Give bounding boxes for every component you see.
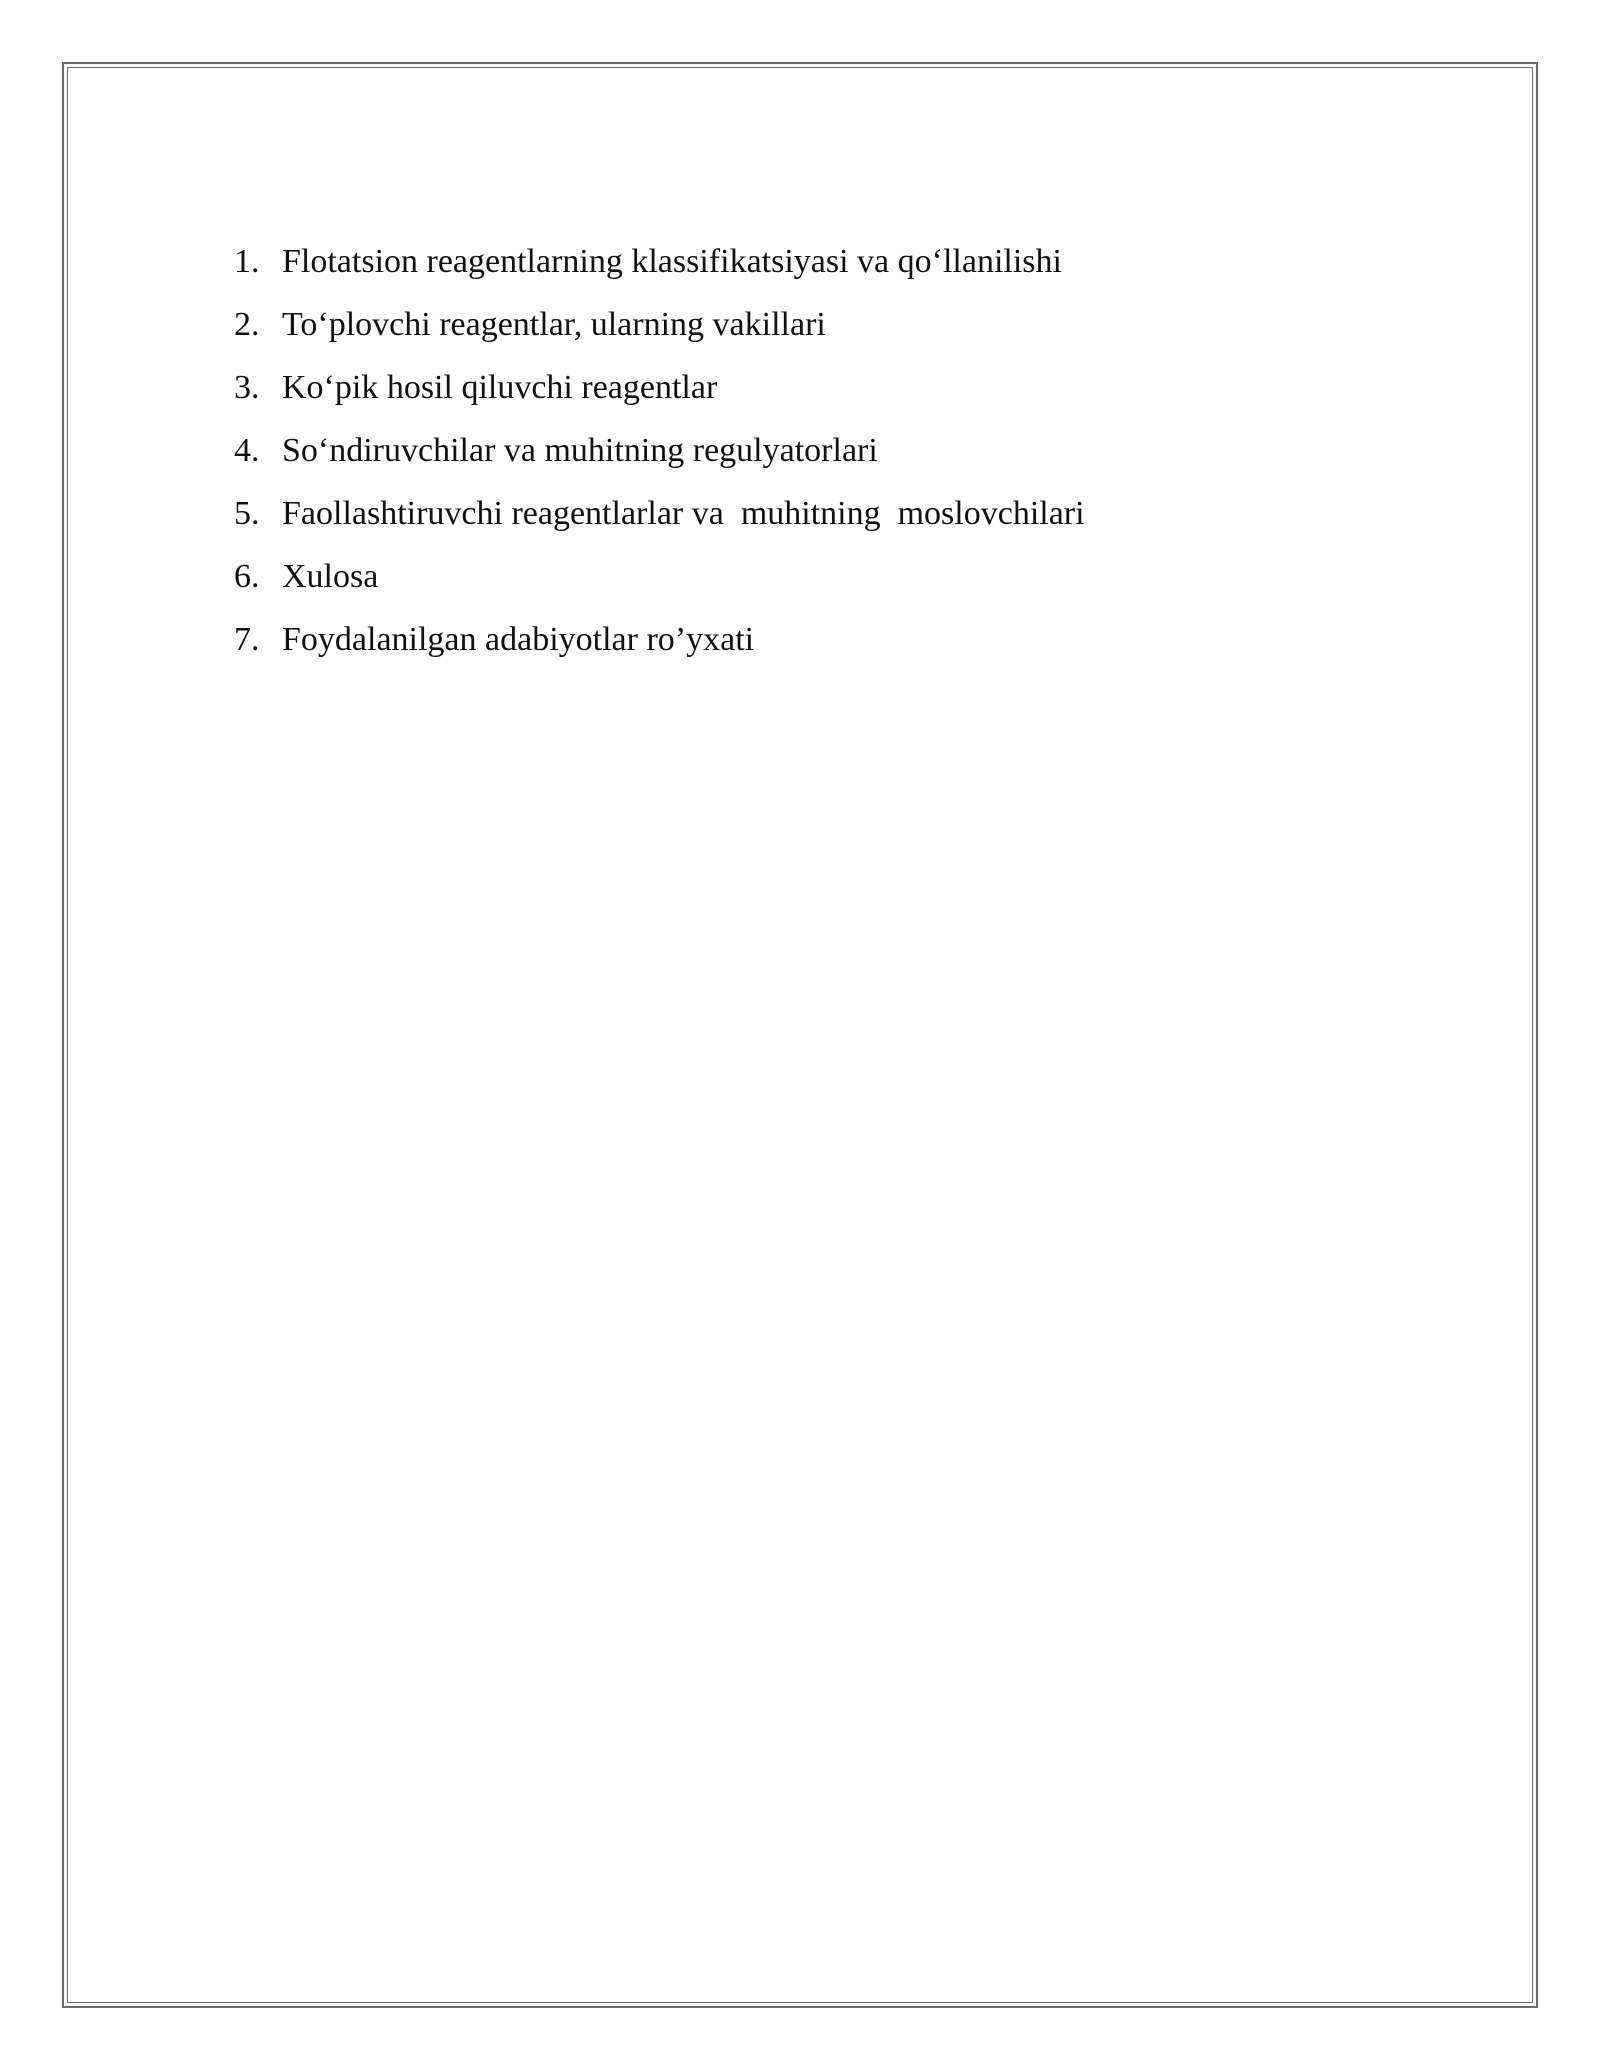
item-text: Ko‘pik hosil qiluvchi reagentlar: [282, 369, 718, 406]
item-text: Foydalanilgan adabiyotlar ro’yxati: [282, 621, 755, 658]
item-text: Faollashtiruvchi reagentlarlar va muhitning moslovchilari: [282, 495, 1085, 532]
list-item: [234, 234, 1085, 297]
item-text: Xulosa: [282, 558, 379, 595]
item-number: 7.: [234, 621, 260, 658]
item-number: 4.: [234, 432, 260, 469]
list-item: [234, 423, 1085, 486]
item-text: To‘plovchi reagentlar, ularning vakillari: [282, 306, 826, 343]
item-number: 2.: [234, 306, 260, 343]
item-number: 3.: [234, 369, 260, 406]
list-item: [234, 297, 1085, 360]
list-item: [234, 486, 1085, 549]
item-number: 1.: [234, 243, 260, 280]
table-of-contents: [234, 234, 1085, 675]
list-item: [234, 360, 1085, 423]
item-text: Flotatsion reagentlarning klassifikatsiyasi va qo‘llanilishi: [282, 243, 1062, 280]
item-text: So‘ndiruvchilar va muhitning regulyatorlari: [282, 432, 878, 469]
item-number: 5.: [234, 495, 260, 532]
list-item: [234, 612, 1085, 675]
item-number: 6.: [234, 558, 260, 595]
list-item: [234, 549, 1085, 612]
